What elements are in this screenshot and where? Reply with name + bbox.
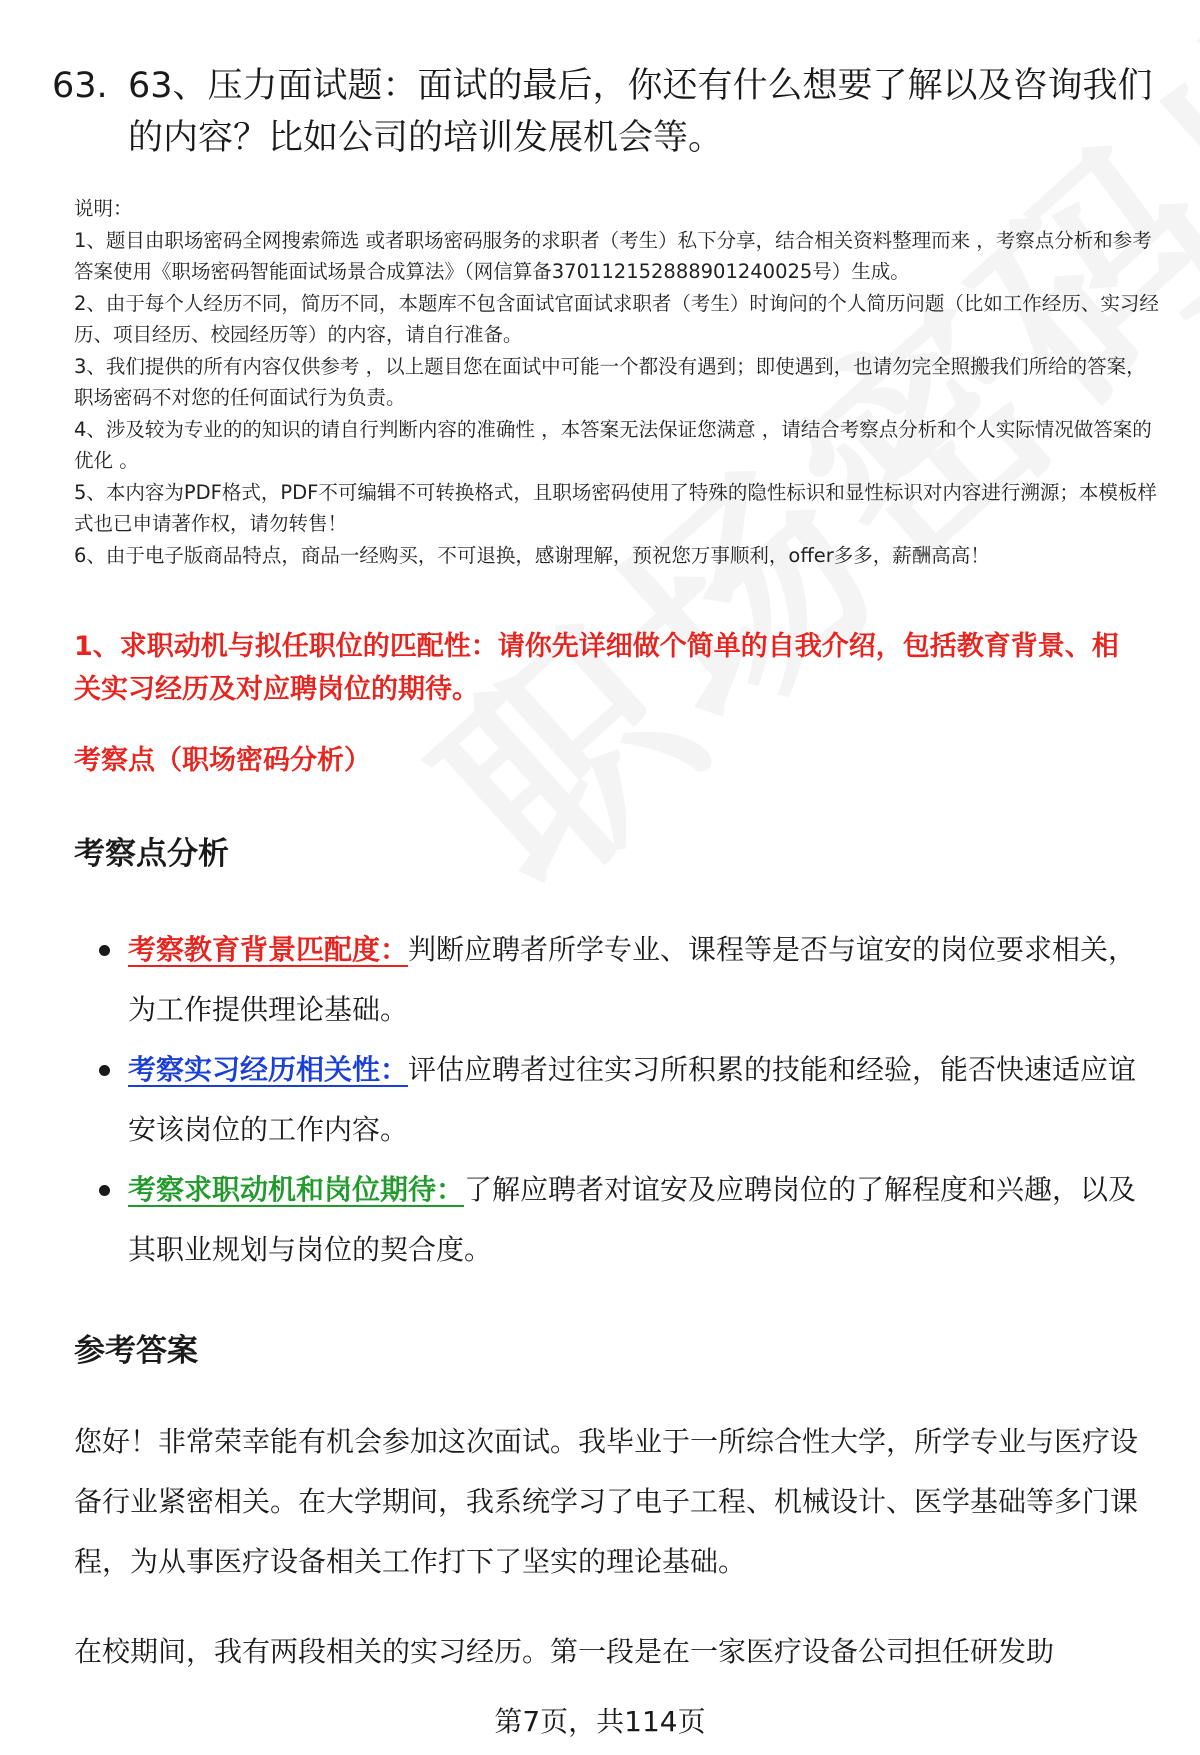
notes-block — [74, 193, 1164, 571]
note-item: 6、由于电子版商品特点，商品一经购买，不可退换，感谢理解，预祝您万事顺利，offer多多，薪酬高高！ — [74, 543, 990, 567]
note-item: 3、我们提供的所有内容仅供参考 ，以上题目您在面试中可能一个都没有遇到；即使遇到，也请勿完全照搬我们所给的答案，职场密码不对您的任何面试行为负责。 — [74, 354, 1146, 409]
bullet-icon — [99, 1065, 110, 1076]
bullet-icon — [99, 945, 110, 956]
note-item: 4、涉及较为专业的的知识的请自行判断内容的准确性 ，本答案无法保证您满意 ，请结合考察点分析和个人实际情况做答案的优化 。 — [74, 417, 1152, 472]
question-number: 63. — [52, 66, 108, 106]
analysis-item-key: 考察教育背景匹配度： — [128, 933, 409, 966]
analysis-item-text: 评估应聘者过往实习所积累的技能和经验，能否快速适应谊安该岗位的工作内容。 — [128, 1053, 1137, 1146]
analysis-heading: 考察点分析 — [74, 836, 229, 872]
analysis-item — [74, 1160, 1164, 1280]
answer-paragraph: 在校期间，我有两段相关的实习经历。第一段是在一家医疗设备公司担任研发助 — [74, 1635, 1055, 1668]
analysis-item-text: 了解应聘者对谊安及应聘岗位的了解程度和兴趣，以及其职业规划与岗位的契合度。 — [128, 1173, 1137, 1266]
note-item: 1、题目由职场密码全网搜索筛选 或者职场密码服务的求职者（考生）私下分享，结合相关资料整理而来 ，考察点分析和参考答案使用《职场密码智能面试场景合成算法》（网信算备370112152888901240025号）生成。 — [74, 228, 1152, 283]
analysis-item-key: 考察实习经历相关性： — [128, 1053, 409, 1086]
analysis-item-text: 判断应聘者所学专业、课程等是否与谊安的岗位要求相关，为工作提供理论基础。 — [128, 933, 1137, 1026]
analysis-item — [74, 1040, 1164, 1160]
analysis-item — [74, 920, 1164, 1040]
analysis-list — [74, 920, 1164, 1280]
note-item: 5、本内容为PDF格式，PDF不可编辑不可转换格式，且职场密码使用了特殊的隐性标识和显性标识对内容进行溯源；本模板样式也已申请著作权，请勿转售！ — [74, 480, 1157, 535]
question-heading — [52, 60, 1162, 164]
answer-paragraph: 您好！非常荣幸能有机会参加这次面试。我毕业于一所综合性大学，所学专业与医疗设备行业紧密相关。在大学期间，我系统学习了电子工程、机械设计、医学基础等多门课程，为从事医疗设备相关工作打下了坚实的理论基础。 — [74, 1425, 1139, 1578]
page-footer: 第7页，共114页 — [494, 1705, 706, 1738]
question-heading-text: 63、压力面试题：面试的最后，你还有什么想要了解以及咨询我们的内容？比如公司的培训发展机会等。 — [128, 66, 1153, 158]
notes-title: 说明： — [74, 197, 133, 220]
sub-question-title: 1、求职动机与拟任职位的匹配性：请你先详细做个简单的自我介绍，包括教育背景、相关实习经历及对应聘岗位的期待。 — [74, 631, 1119, 705]
answer-heading: 参考答案 — [74, 1333, 198, 1369]
bullet-icon — [99, 1185, 110, 1196]
note-item: 2、由于每个人经历不同，简历不同，本题库不包含面试官面试求职者（考生）时询问的个人简历问题（比如工作经历、实习经历、项目经历、校园经历等）的内容，请自行准备。 — [74, 291, 1159, 346]
analysis-item-key: 考察求职动机和岗位期待： — [128, 1173, 465, 1206]
analysis-label: 考察点（职场密码分析） — [74, 745, 371, 776]
